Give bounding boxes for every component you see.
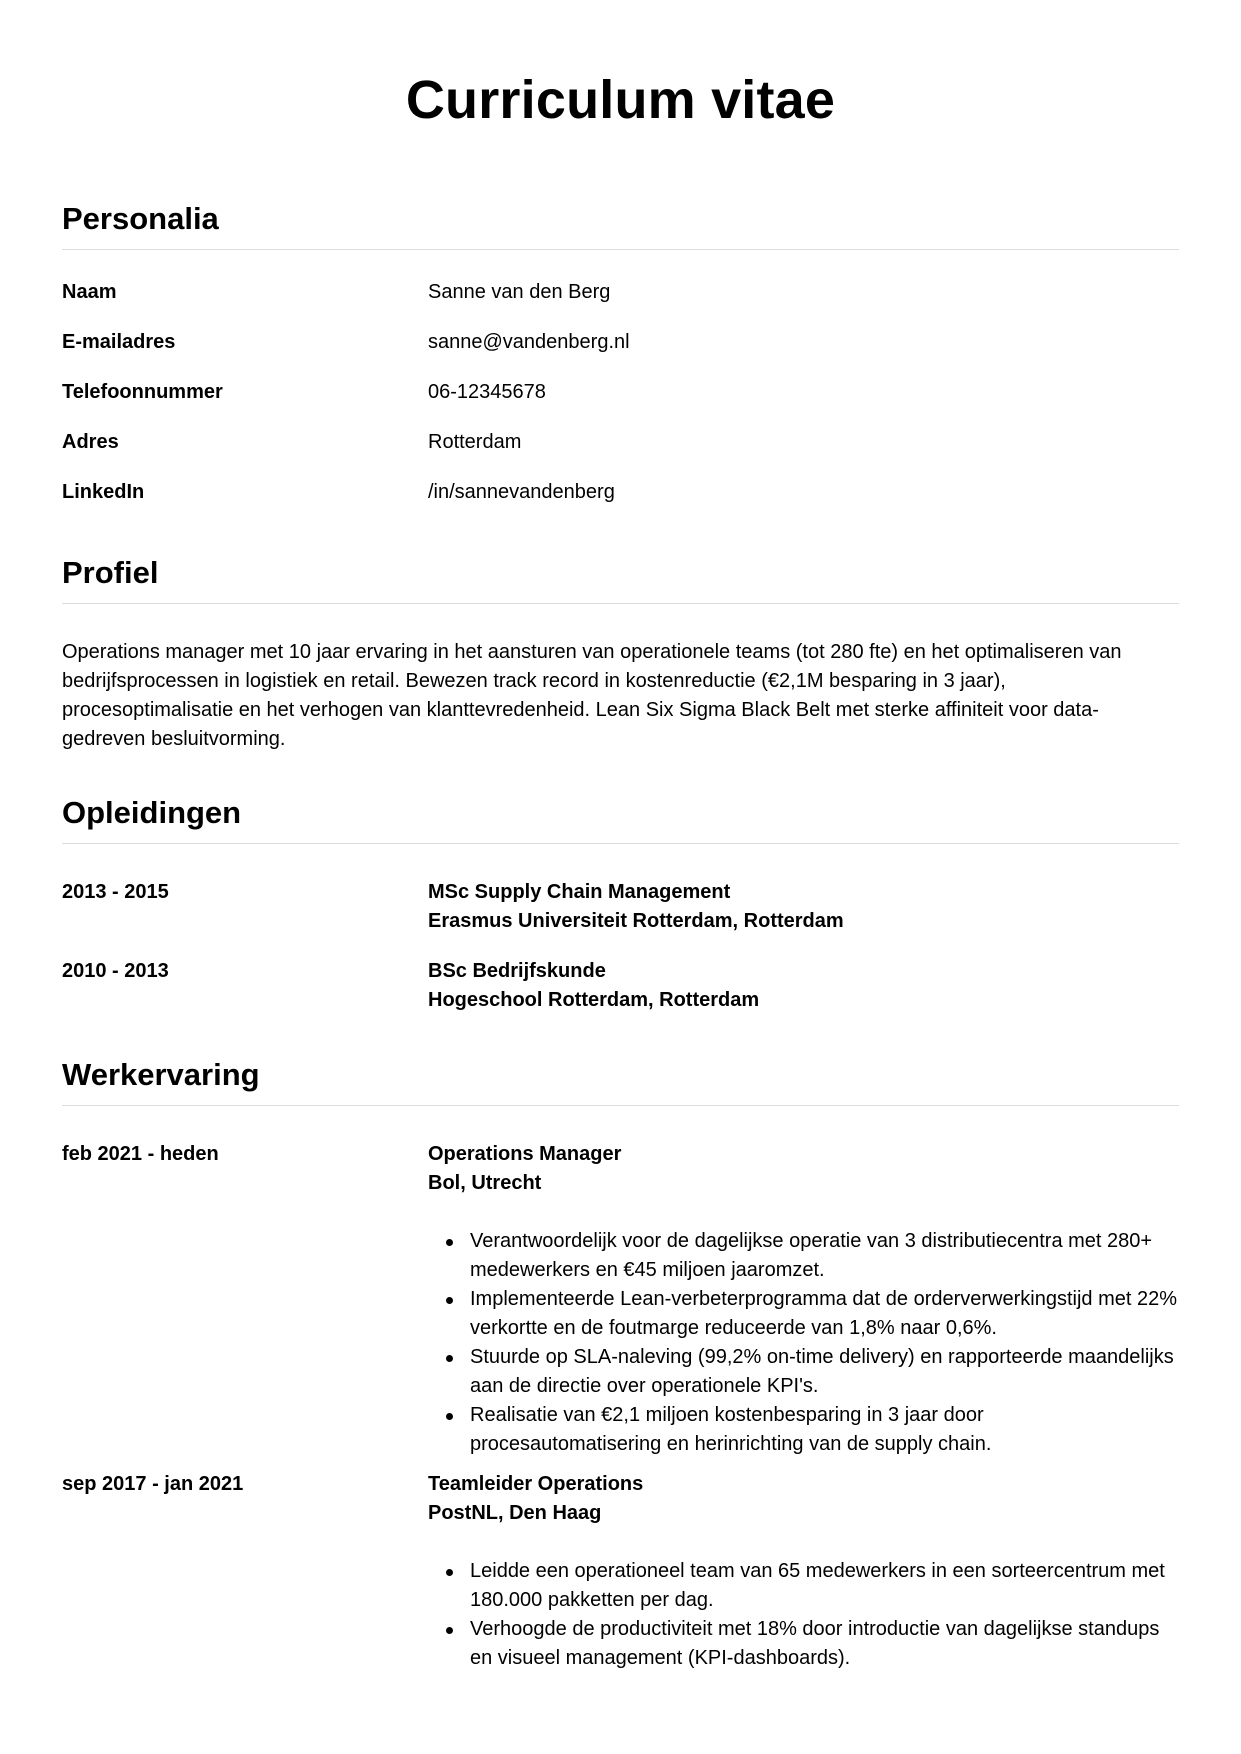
section-divider bbox=[62, 843, 1179, 844]
personalia-list bbox=[62, 278, 1179, 528]
personalia-row-telefoon bbox=[62, 378, 1179, 428]
work-experience-list bbox=[62, 1140, 1179, 1673]
section-heading-opleidingen: Opleidingen bbox=[62, 795, 242, 830]
profile-summary: Operations manager met 10 jaar ervaring in het aansturen van operationele teams (tot 280 fte) en het optimaliseren van bedrijfsprocessen in logistiek en retail. Bewezen track record in kostenreductie (€2,1M besparing in 3 jaar), procesoptimalisatie en het verhogen van klanttevredenheid. Lean Six Sigma Black Belt met sterke affiniteit voor data-gedreven besluitvorming. bbox=[62, 641, 1122, 750]
education-details bbox=[428, 878, 1179, 936]
section-opleidingen bbox=[62, 793, 1179, 1036]
work-period: feb 2021 - heden bbox=[62, 1143, 219, 1165]
work-role: Teamleider Operations bbox=[428, 1473, 644, 1495]
personalia-row-linkedin bbox=[62, 478, 1179, 528]
field-value: 06-12345678 bbox=[428, 381, 546, 403]
section-werkervaring bbox=[62, 1055, 1179, 1673]
education-degree: BSc Bedrijfskunde bbox=[428, 960, 606, 982]
work-bullet: Realisatie van €2,1 miljoen kostenbesparing in 3 jaar door procesautomatisering en herinrichting van de supply chain. bbox=[428, 1401, 1179, 1459]
education-period: 2013 - 2015 bbox=[62, 881, 169, 903]
work-bullet: Verantwoordelijk voor de dagelijkse operatie van 3 distributiecentra met 280+ medewerkers en €45 miljoen jaaromzet. bbox=[428, 1227, 1179, 1285]
work-bullet: Implementeerde Lean-verbeterprogramma dat de orderverwerkingstijd met 22% verkortte en de foutmarge reduceerde van 1,8% naar 0,6%. bbox=[428, 1285, 1179, 1343]
education-list bbox=[62, 878, 1179, 1015]
field-value: Sanne van den Berg bbox=[428, 281, 611, 303]
work-company: Bol, Utrecht bbox=[428, 1172, 542, 1194]
education-school: Hogeschool Rotterdam, Rotterdam bbox=[428, 989, 760, 1011]
section-divider bbox=[62, 249, 1179, 250]
field-value: /in/sannevandenberg bbox=[428, 481, 615, 503]
section-personalia bbox=[62, 199, 1179, 528]
field-label: Naam bbox=[62, 281, 117, 303]
personalia-row-email bbox=[62, 328, 1179, 378]
field-label: E-mailadres bbox=[62, 331, 176, 353]
work-details bbox=[428, 1470, 1179, 1673]
section-divider bbox=[62, 1105, 1179, 1106]
section-heading-profiel: Profiel bbox=[62, 555, 159, 590]
work-bullet: Stuurde op SLA-naleving (99,2% on-time delivery) en rapporteerde maandelijks aan de directie over operationele KPI's. bbox=[428, 1343, 1179, 1401]
section-heading-werkervaring: Werkervaring bbox=[62, 1057, 260, 1092]
work-period: sep 2017 - jan 2021 bbox=[62, 1473, 244, 1495]
field-value: sanne@vandenberg.nl bbox=[428, 331, 630, 353]
section-divider bbox=[62, 603, 1179, 604]
education-item bbox=[62, 957, 1179, 1015]
education-school: Erasmus Universiteit Rotterdam, Rotterdam bbox=[428, 910, 844, 932]
personalia-row-naam bbox=[62, 278, 1179, 328]
work-company: PostNL, Den Haag bbox=[428, 1502, 602, 1524]
work-bullet: Leidde een operationeel team van 65 medewerkers in een sorteercentrum met 180.000 pakketten per dag. bbox=[428, 1557, 1179, 1615]
document-title: Curriculum vitae bbox=[405, 70, 836, 130]
field-label: Telefoonnummer bbox=[62, 381, 223, 403]
work-bullet: Verhoogde de productiviteit met 18% door introductie van dagelijkse standups en visueel management (KPI-dashboards). bbox=[428, 1615, 1179, 1673]
field-label: Adres bbox=[62, 431, 119, 453]
work-item bbox=[62, 1470, 1179, 1673]
education-period: 2010 - 2013 bbox=[62, 960, 169, 982]
education-details bbox=[428, 957, 1179, 1015]
work-details bbox=[428, 1140, 1179, 1459]
education-degree: MSc Supply Chain Management bbox=[428, 881, 731, 903]
work-role: Operations Manager bbox=[428, 1143, 622, 1165]
personalia-row-adres bbox=[62, 428, 1179, 478]
field-value: Rotterdam bbox=[428, 431, 522, 453]
work-bullet-list bbox=[428, 1227, 1179, 1459]
section-profiel bbox=[62, 553, 1179, 754]
work-item bbox=[62, 1140, 1179, 1459]
section-heading-personalia: Personalia bbox=[62, 201, 219, 236]
work-bullet-list bbox=[428, 1557, 1179, 1673]
field-label: LinkedIn bbox=[62, 481, 145, 503]
education-item bbox=[62, 878, 1179, 936]
